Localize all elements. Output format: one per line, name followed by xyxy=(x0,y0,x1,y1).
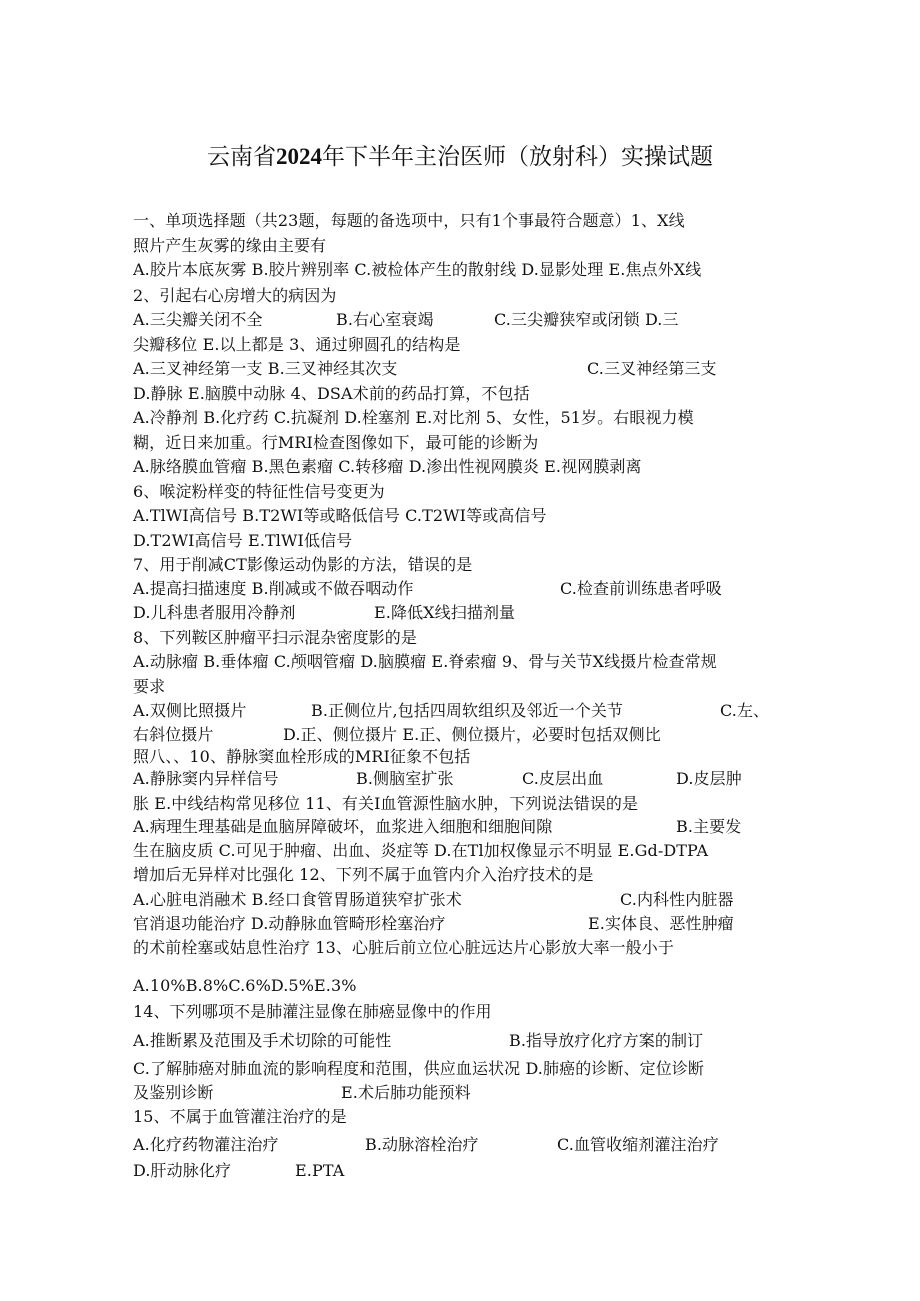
text-segment: A.心脏电消融术 B.经口食管胃肠道狭窄扩张术 xyxy=(133,890,462,909)
text-line: 生在脑皮质 C.可见于肿瘤、出血、炎症等 D.在Tl加权像显示不明显 E.Gd-DTPA xyxy=(133,841,709,860)
text-segment: B.动脉溶栓治疗 xyxy=(365,1135,479,1154)
text-segment: B.右心室衰竭 xyxy=(336,310,434,329)
text-segment: C.血管收缩剂灌注治疗 xyxy=(557,1135,719,1154)
title-suffix: 年下半年主治医师（放射科）实操试题 xyxy=(322,144,713,170)
text-segment: E.降低X线扫描剂量 xyxy=(374,603,516,622)
text-line xyxy=(133,913,793,935)
text-segment: C.三尖瓣狭窄或闭锁 D.三 xyxy=(494,310,679,329)
text-line: A.动脉瘤 B.垂体瘤 C.颅咽管瘤 D.脑膜瘤 E.脊索瘤 9、骨与关节X线摄片检查常规 xyxy=(133,652,717,671)
text-segment: C.内科性内脏器 xyxy=(620,890,734,909)
text-line: 糊，近日来加重。行MRI检查图像如下，最可能的诊断为 xyxy=(133,433,539,452)
text-line xyxy=(133,1160,793,1182)
text-line xyxy=(133,1082,793,1104)
text-line xyxy=(133,724,793,746)
text-line: A.脉络膜血管瘤 B.黑色素瘤 C.转移瘤 D.渗出性视网膜炎 E.视网膜剥离 xyxy=(133,457,642,476)
text-segment: D.皮层肿 xyxy=(676,769,742,788)
text-line xyxy=(133,578,793,600)
text-line: C.了解肺癌对肺血流的影响程度和范围，供应血运状况 D.肺癌的诊断、定位诊断 xyxy=(133,1059,704,1078)
text-segment: A.提高扫描速度 B.削减或不做吞咽动作 xyxy=(133,579,414,598)
text-line: 7、用于削减CT影像运动伪影的方法，错误的是 xyxy=(133,555,473,574)
text-line: 15、不属于血管灌注治疗的是 xyxy=(133,1107,347,1126)
text-segment: 及鉴别诊断 xyxy=(133,1083,214,1102)
text-line: 尖瓣移位 E.以上都是 3、通过卵圆孔的结构是 xyxy=(133,335,461,354)
text-line: 的术前栓塞或姑息性治疗 13、心脏后前立位心脏远达片心影放大率一般小于 xyxy=(133,938,674,957)
text-segment: C.左、 xyxy=(720,701,770,720)
text-segment: A.病理生理基础是血脑屏障破坏，血浆进入细胞和细胞间隙 xyxy=(133,817,553,836)
text-line: 照片产生灰雾的缘由主要有 xyxy=(133,236,327,255)
text-line xyxy=(133,309,793,331)
text-line: 2、引起右心房增大的病因为 xyxy=(133,286,337,305)
text-line: 要求 xyxy=(133,677,166,696)
text-line xyxy=(133,768,793,790)
text-line xyxy=(133,602,793,624)
text-line xyxy=(133,816,793,838)
title-prefix: 云南省 xyxy=(207,144,276,170)
text-line: 增加后无异样对比强化 12、下列不属于血管内介入治疗技术的是 xyxy=(133,865,594,884)
text-line xyxy=(133,358,793,380)
document-title xyxy=(0,142,920,172)
text-segment: C.皮层出血 xyxy=(522,769,604,788)
text-line: 一、单项选择题（共23题，每题的备选项中，只有1个事最符合题意）1、X线 xyxy=(133,211,685,230)
text-segment: 右斜位摄片 xyxy=(133,725,214,744)
text-segment: E.实体良、恶性肿瘤 xyxy=(588,914,734,933)
text-line xyxy=(133,1134,793,1156)
text-segment: A.静脉窦内异样信号 xyxy=(133,769,279,788)
text-line: A.冷静剂 B.化疗药 C.抗凝剂 D.栓塞剂 E.对比剂 5、女性，51岁。右眼视力模 xyxy=(133,408,694,427)
text-line: 6、喉淀粉样变的特征性信号变更为 xyxy=(133,482,385,501)
text-segment: A.双侧比照摄片 xyxy=(133,701,247,720)
text-segment: B.指导放疗化疗方案的制订 xyxy=(509,1031,704,1050)
text-segment: B.主要发 xyxy=(676,817,742,836)
text-segment: E.PTA xyxy=(295,1161,345,1180)
text-line: 14、下列哪项不是肺灌注显像在肺癌显像中的作用 xyxy=(133,1002,492,1021)
text-segment: B.正侧位片,包括四周软组织及邻近一个关节 xyxy=(311,701,624,720)
text-segment: A.三尖瓣关闭不全 xyxy=(133,310,263,329)
text-segment: 官消退功能治疗 D.动静脉血管畸形栓塞治疗 xyxy=(133,914,446,933)
text-line: 胀 E.中线结构常见移位 11、有关I血管源性脑水肿，下列说法错误的是 xyxy=(133,794,639,813)
text-segment: A.三叉神经第一支 B.三叉神经其次支 xyxy=(133,359,398,378)
text-segment: D.肝动脉化疗 xyxy=(133,1161,232,1180)
text-line xyxy=(133,700,793,722)
text-line: A.TlWI高信号 B.T2WI等或略低信号 C.T2WI等或高信号 xyxy=(133,506,547,525)
text-line: 8、下列鞍区肿瘤平扫示混杂密度影的是 xyxy=(133,628,417,647)
text-line xyxy=(133,889,793,911)
text-segment: E.术后肺功能预料 xyxy=(341,1083,471,1102)
text-segment: A.化疗药物灌注治疗 xyxy=(133,1135,279,1154)
text-segment: D.正、侧位摄片 E.正、侧位摄片，必要时包括双侧比 xyxy=(283,725,661,744)
title-year: 2024 xyxy=(276,144,322,169)
text-line: D.T2WI高信号 E.TlWI低信号 xyxy=(133,531,353,550)
text-line: D.静脉 E.脑膜中动脉 4、DSA术前的药品打算，不包括 xyxy=(133,384,530,403)
text-line: A.10%B.8%C.6%D.5%E.3% xyxy=(133,976,357,995)
text-line: 照八、、10、静脉窦血栓形成的MRI征象不包括 xyxy=(133,747,471,766)
text-segment: C.检查前训练患者呼吸 xyxy=(560,579,722,598)
text-segment: A.推断累及范围及手术切除的可能性 xyxy=(133,1031,392,1050)
text-segment: B.侧脑室扩张 xyxy=(356,769,454,788)
text-segment: C.三叉神经第三支 xyxy=(587,359,717,378)
text-line xyxy=(133,1030,793,1052)
text-segment: D.儿科患者服用冷静剂 xyxy=(133,603,296,622)
text-line: A.胶片本底灰雾 B.胶片辨别率 C.被检体产生的散射线 D.显影处理 E.焦点外X线 xyxy=(133,260,702,279)
